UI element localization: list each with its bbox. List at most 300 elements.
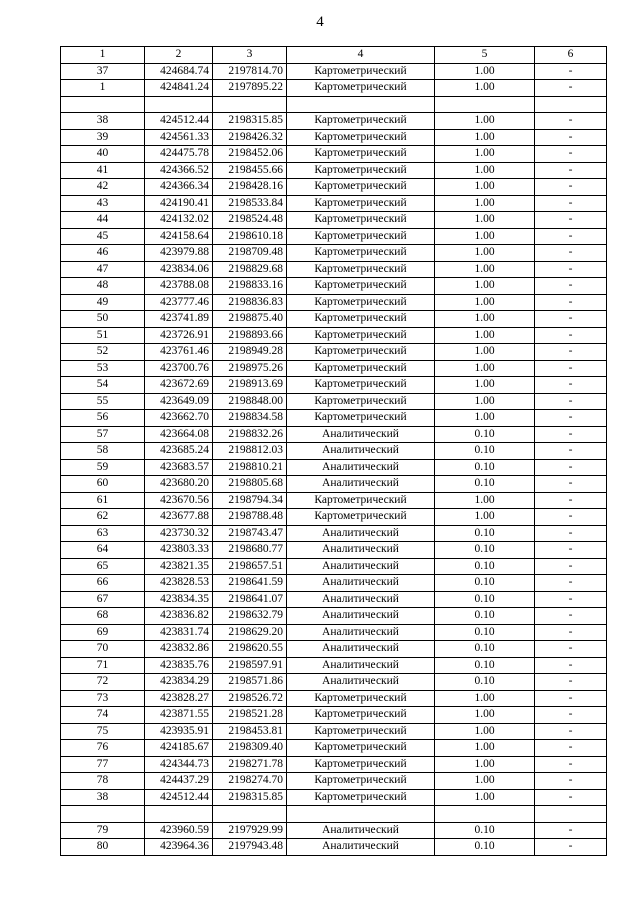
- table-header-row: [61, 47, 607, 64]
- method-cell: Картометрический: [287, 80, 435, 97]
- x-coordinate-cell: 424684.74: [145, 63, 213, 80]
- blank-cell: [145, 96, 213, 113]
- note-cell: -: [535, 657, 607, 674]
- y-coordinate-cell: 2198426.32: [213, 129, 287, 146]
- point-number-cell: 68: [61, 608, 145, 625]
- note-cell: -: [535, 476, 607, 493]
- point-number-cell: 56: [61, 410, 145, 427]
- point-number-cell: 49: [61, 294, 145, 311]
- table-row: [61, 113, 607, 130]
- y-coordinate-cell: 2198315.85: [213, 113, 287, 130]
- blank-cell: [435, 806, 535, 823]
- note-cell: -: [535, 261, 607, 278]
- point-number-cell: 54: [61, 377, 145, 394]
- blank-cell: [535, 96, 607, 113]
- x-coordinate-cell: 423964.36: [145, 839, 213, 856]
- y-coordinate-cell: 2198709.48: [213, 245, 287, 262]
- accuracy-cell: 1.00: [435, 162, 535, 179]
- x-coordinate-cell: 423662.70: [145, 410, 213, 427]
- point-number-cell: 46: [61, 245, 145, 262]
- blank-cell: [435, 96, 535, 113]
- accuracy-cell: 0.10: [435, 575, 535, 592]
- y-coordinate-cell: 2197814.70: [213, 63, 287, 80]
- table-row: [61, 393, 607, 410]
- table-row: [61, 690, 607, 707]
- x-coordinate-cell: 423834.35: [145, 591, 213, 608]
- method-cell: Картометрический: [287, 294, 435, 311]
- y-coordinate-cell: 2198913.69: [213, 377, 287, 394]
- x-coordinate-cell: 423670.56: [145, 492, 213, 509]
- y-coordinate-cell: 2198975.26: [213, 360, 287, 377]
- note-cell: -: [535, 674, 607, 691]
- point-number-cell: 51: [61, 327, 145, 344]
- y-coordinate-cell: 2198455.66: [213, 162, 287, 179]
- accuracy-cell: 1.00: [435, 179, 535, 196]
- table-row: [61, 641, 607, 658]
- method-cell: Картометрический: [287, 723, 435, 740]
- accuracy-cell: 1.00: [435, 410, 535, 427]
- accuracy-cell: 0.10: [435, 558, 535, 575]
- note-cell: -: [535, 228, 607, 245]
- accuracy-cell: 1.00: [435, 278, 535, 295]
- column-header: 6: [535, 47, 607, 64]
- method-cell: Аналитический: [287, 591, 435, 608]
- note-cell: -: [535, 723, 607, 740]
- x-coordinate-cell: 423672.69: [145, 377, 213, 394]
- accuracy-cell: 1.00: [435, 492, 535, 509]
- note-cell: -: [535, 245, 607, 262]
- accuracy-cell: 1.00: [435, 756, 535, 773]
- table-row: [61, 80, 607, 97]
- blank-cell: [61, 806, 145, 823]
- table-row: [61, 162, 607, 179]
- x-coordinate-cell: 424841.24: [145, 80, 213, 97]
- y-coordinate-cell: 2198810.21: [213, 459, 287, 476]
- x-coordinate-cell: 424475.78: [145, 146, 213, 163]
- y-coordinate-cell: 2198597.91: [213, 657, 287, 674]
- accuracy-cell: 1.00: [435, 294, 535, 311]
- y-coordinate-cell: 2198521.28: [213, 707, 287, 724]
- point-number-cell: 74: [61, 707, 145, 724]
- table-row: [61, 558, 607, 575]
- method-cell: Картометрический: [287, 344, 435, 361]
- table-row: [61, 839, 607, 856]
- point-number-cell: 80: [61, 839, 145, 856]
- note-cell: -: [535, 212, 607, 229]
- note-cell: -: [535, 360, 607, 377]
- point-number-cell: 66: [61, 575, 145, 592]
- accuracy-cell: 0.10: [435, 624, 535, 641]
- accuracy-cell: 1.00: [435, 261, 535, 278]
- table-row: [61, 146, 607, 163]
- x-coordinate-cell: 424561.33: [145, 129, 213, 146]
- note-cell: -: [535, 129, 607, 146]
- note-cell: -: [535, 641, 607, 658]
- y-coordinate-cell: 2198428.16: [213, 179, 287, 196]
- method-cell: Аналитический: [287, 542, 435, 559]
- method-cell: Картометрический: [287, 179, 435, 196]
- point-number-cell: 58: [61, 443, 145, 460]
- y-coordinate-cell: 2198680.77: [213, 542, 287, 559]
- column-header: 1: [61, 47, 145, 64]
- table-row: [61, 525, 607, 542]
- method-cell: Аналитический: [287, 443, 435, 460]
- x-coordinate-cell: 424512.44: [145, 113, 213, 130]
- method-cell: Аналитический: [287, 657, 435, 674]
- accuracy-cell: 0.10: [435, 839, 535, 856]
- y-coordinate-cell: 2198632.79: [213, 608, 287, 625]
- method-cell: Картометрический: [287, 740, 435, 757]
- table-row: [61, 410, 607, 427]
- note-cell: -: [535, 63, 607, 80]
- accuracy-cell: 0.10: [435, 525, 535, 542]
- column-header: 4: [287, 47, 435, 64]
- y-coordinate-cell: 2198526.72: [213, 690, 287, 707]
- x-coordinate-cell: 423821.35: [145, 558, 213, 575]
- method-cell: Картометрический: [287, 327, 435, 344]
- column-header: 3: [213, 47, 287, 64]
- point-number-cell: 41: [61, 162, 145, 179]
- point-number-cell: 38: [61, 789, 145, 806]
- blank-cell: [213, 806, 287, 823]
- page-number: 4: [316, 14, 324, 30]
- accuracy-cell: 0.10: [435, 657, 535, 674]
- y-coordinate-cell: 2198875.40: [213, 311, 287, 328]
- y-coordinate-cell: 2198805.68: [213, 476, 287, 493]
- table-row: [61, 674, 607, 691]
- accuracy-cell: 1.00: [435, 393, 535, 410]
- method-cell: Аналитический: [287, 575, 435, 592]
- x-coordinate-cell: 423726.91: [145, 327, 213, 344]
- table-row: [61, 228, 607, 245]
- table-body: [61, 63, 607, 855]
- x-coordinate-cell: 424366.34: [145, 179, 213, 196]
- x-coordinate-cell: 423828.53: [145, 575, 213, 592]
- accuracy-cell: 0.10: [435, 542, 535, 559]
- method-cell: Картометрический: [287, 162, 435, 179]
- table-row: [61, 509, 607, 526]
- y-coordinate-cell: 2198893.66: [213, 327, 287, 344]
- y-coordinate-cell: 2198812.03: [213, 443, 287, 460]
- accuracy-cell: 1.00: [435, 344, 535, 361]
- note-cell: -: [535, 195, 607, 212]
- note-cell: -: [535, 113, 607, 130]
- method-cell: Аналитический: [287, 822, 435, 839]
- accuracy-cell: 0.10: [435, 822, 535, 839]
- column-header: 5: [435, 47, 535, 64]
- accuracy-cell: 1.00: [435, 311, 535, 328]
- blank-cell: [213, 96, 287, 113]
- method-cell: Аналитический: [287, 608, 435, 625]
- accuracy-cell: 1.00: [435, 509, 535, 526]
- x-coordinate-cell: 423788.08: [145, 278, 213, 295]
- table-row: [61, 707, 607, 724]
- x-coordinate-cell: 423683.57: [145, 459, 213, 476]
- table-row: [61, 542, 607, 559]
- x-coordinate-cell: 423834.06: [145, 261, 213, 278]
- x-coordinate-cell: 423960.59: [145, 822, 213, 839]
- note-cell: -: [535, 327, 607, 344]
- x-coordinate-cell: 424185.67: [145, 740, 213, 757]
- x-coordinate-cell: 423649.09: [145, 393, 213, 410]
- table-row: [61, 657, 607, 674]
- y-coordinate-cell: 2198794.34: [213, 492, 287, 509]
- method-cell: Картометрический: [287, 410, 435, 427]
- y-coordinate-cell: 2198833.16: [213, 278, 287, 295]
- y-coordinate-cell: 2198743.47: [213, 525, 287, 542]
- blank-row: [61, 806, 607, 823]
- note-cell: -: [535, 162, 607, 179]
- x-coordinate-cell: 424366.52: [145, 162, 213, 179]
- point-number-cell: 42: [61, 179, 145, 196]
- x-coordinate-cell: 423828.27: [145, 690, 213, 707]
- table-row: [61, 377, 607, 394]
- table-row: [61, 476, 607, 493]
- method-cell: Картометрический: [287, 773, 435, 790]
- note-cell: -: [535, 740, 607, 757]
- table-row: [61, 822, 607, 839]
- accuracy-cell: 0.10: [435, 674, 535, 691]
- method-cell: Картометрический: [287, 63, 435, 80]
- note-cell: -: [535, 80, 607, 97]
- table-row: [61, 624, 607, 641]
- point-number-cell: 59: [61, 459, 145, 476]
- method-cell: Картометрический: [287, 195, 435, 212]
- blank-cell: [145, 806, 213, 823]
- x-coordinate-cell: 423979.88: [145, 245, 213, 262]
- accuracy-cell: 0.10: [435, 641, 535, 658]
- x-coordinate-cell: 423741.89: [145, 311, 213, 328]
- accuracy-cell: 0.10: [435, 476, 535, 493]
- x-coordinate-cell: 423831.74: [145, 624, 213, 641]
- note-cell: -: [535, 311, 607, 328]
- x-coordinate-cell: 423836.82: [145, 608, 213, 625]
- y-coordinate-cell: 2198274.70: [213, 773, 287, 790]
- method-cell: Аналитический: [287, 624, 435, 641]
- y-coordinate-cell: 2198524.48: [213, 212, 287, 229]
- method-cell: Картометрический: [287, 360, 435, 377]
- coordinates-table: [60, 46, 607, 856]
- x-coordinate-cell: 423835.76: [145, 657, 213, 674]
- accuracy-cell: 1.00: [435, 63, 535, 80]
- note-cell: -: [535, 492, 607, 509]
- table-row: [61, 327, 607, 344]
- point-number-cell: 75: [61, 723, 145, 740]
- accuracy-cell: 1.00: [435, 245, 535, 262]
- accuracy-cell: 0.10: [435, 459, 535, 476]
- note-cell: -: [535, 690, 607, 707]
- note-cell: -: [535, 179, 607, 196]
- point-number-cell: 50: [61, 311, 145, 328]
- table-row: [61, 179, 607, 196]
- table-row: [61, 311, 607, 328]
- table-row: [61, 261, 607, 278]
- point-number-cell: 64: [61, 542, 145, 559]
- method-cell: Аналитический: [287, 641, 435, 658]
- table-row: [61, 575, 607, 592]
- x-coordinate-cell: 423730.32: [145, 525, 213, 542]
- table-row: [61, 129, 607, 146]
- y-coordinate-cell: 2197943.48: [213, 839, 287, 856]
- y-coordinate-cell: 2198629.20: [213, 624, 287, 641]
- note-cell: -: [535, 426, 607, 443]
- accuracy-cell: 1.00: [435, 377, 535, 394]
- point-number-cell: 77: [61, 756, 145, 773]
- table-row: [61, 591, 607, 608]
- x-coordinate-cell: 423935.91: [145, 723, 213, 740]
- note-cell: -: [535, 278, 607, 295]
- x-coordinate-cell: 423777.46: [145, 294, 213, 311]
- method-cell: Картометрический: [287, 212, 435, 229]
- method-cell: Картометрический: [287, 756, 435, 773]
- note-cell: -: [535, 822, 607, 839]
- table-row: [61, 360, 607, 377]
- accuracy-cell: 1.00: [435, 146, 535, 163]
- point-number-cell: 65: [61, 558, 145, 575]
- table-row: [61, 63, 607, 80]
- blank-cell: [287, 806, 435, 823]
- point-number-cell: 62: [61, 509, 145, 526]
- point-number-cell: 76: [61, 740, 145, 757]
- blank-cell: [61, 96, 145, 113]
- table-row: [61, 426, 607, 443]
- method-cell: Картометрический: [287, 228, 435, 245]
- accuracy-cell: 1.00: [435, 113, 535, 130]
- note-cell: -: [535, 839, 607, 856]
- y-coordinate-cell: 2198452.06: [213, 146, 287, 163]
- point-number-cell: 40: [61, 146, 145, 163]
- x-coordinate-cell: 424437.29: [145, 773, 213, 790]
- note-cell: -: [535, 459, 607, 476]
- x-coordinate-cell: 423664.08: [145, 426, 213, 443]
- point-number-cell: 72: [61, 674, 145, 691]
- point-number-cell: 52: [61, 344, 145, 361]
- accuracy-cell: 1.00: [435, 707, 535, 724]
- table-row: [61, 459, 607, 476]
- method-cell: Картометрический: [287, 492, 435, 509]
- note-cell: -: [535, 294, 607, 311]
- accuracy-cell: 1.00: [435, 773, 535, 790]
- method-cell: Аналитический: [287, 839, 435, 856]
- accuracy-cell: 1.00: [435, 212, 535, 229]
- note-cell: -: [535, 575, 607, 592]
- method-cell: Аналитический: [287, 426, 435, 443]
- table-row: [61, 723, 607, 740]
- y-coordinate-cell: 2198657.51: [213, 558, 287, 575]
- y-coordinate-cell: 2198610.18: [213, 228, 287, 245]
- accuracy-cell: 1.00: [435, 327, 535, 344]
- point-number-cell: 38: [61, 113, 145, 130]
- point-number-cell: 1: [61, 80, 145, 97]
- point-number-cell: 60: [61, 476, 145, 493]
- method-cell: Картометрический: [287, 311, 435, 328]
- accuracy-cell: 1.00: [435, 228, 535, 245]
- y-coordinate-cell: 2198453.81: [213, 723, 287, 740]
- accuracy-cell: 1.00: [435, 740, 535, 757]
- point-number-cell: 53: [61, 360, 145, 377]
- accuracy-cell: 1.00: [435, 789, 535, 806]
- accuracy-cell: 1.00: [435, 360, 535, 377]
- note-cell: -: [535, 608, 607, 625]
- y-coordinate-cell: 2198271.78: [213, 756, 287, 773]
- y-coordinate-cell: 2198829.68: [213, 261, 287, 278]
- method-cell: Аналитический: [287, 459, 435, 476]
- y-coordinate-cell: 2198788.48: [213, 509, 287, 526]
- note-cell: -: [535, 393, 607, 410]
- table-row: [61, 294, 607, 311]
- y-coordinate-cell: 2198832.26: [213, 426, 287, 443]
- method-cell: Аналитический: [287, 558, 435, 575]
- note-cell: -: [535, 558, 607, 575]
- point-number-cell: 44: [61, 212, 145, 229]
- method-cell: Картометрический: [287, 146, 435, 163]
- method-cell: Аналитический: [287, 674, 435, 691]
- table-row: [61, 212, 607, 229]
- method-cell: Картометрический: [287, 245, 435, 262]
- y-coordinate-cell: 2198949.28: [213, 344, 287, 361]
- point-number-cell: 39: [61, 129, 145, 146]
- table-row: [61, 773, 607, 790]
- note-cell: -: [535, 443, 607, 460]
- table-row: [61, 245, 607, 262]
- method-cell: Аналитический: [287, 525, 435, 542]
- x-coordinate-cell: 423832.86: [145, 641, 213, 658]
- method-cell: Картометрический: [287, 393, 435, 410]
- note-cell: -: [535, 509, 607, 526]
- point-number-cell: 45: [61, 228, 145, 245]
- y-coordinate-cell: 2198836.83: [213, 294, 287, 311]
- note-cell: -: [535, 525, 607, 542]
- x-coordinate-cell: 423761.46: [145, 344, 213, 361]
- x-coordinate-cell: 424512.44: [145, 789, 213, 806]
- column-header: 2: [145, 47, 213, 64]
- method-cell: Картометрический: [287, 377, 435, 394]
- y-coordinate-cell: 2198620.55: [213, 641, 287, 658]
- x-coordinate-cell: 424132.02: [145, 212, 213, 229]
- blank-row: [61, 96, 607, 113]
- x-coordinate-cell: 423685.24: [145, 443, 213, 460]
- method-cell: Аналитический: [287, 476, 435, 493]
- y-coordinate-cell: 2198309.40: [213, 740, 287, 757]
- table-row: [61, 789, 607, 806]
- accuracy-cell: 0.10: [435, 426, 535, 443]
- table-row: [61, 443, 607, 460]
- note-cell: -: [535, 344, 607, 361]
- point-number-cell: 78: [61, 773, 145, 790]
- point-number-cell: 70: [61, 641, 145, 658]
- y-coordinate-cell: 2198848.00: [213, 393, 287, 410]
- accuracy-cell: 1.00: [435, 195, 535, 212]
- y-coordinate-cell: 2198533.84: [213, 195, 287, 212]
- method-cell: Картометрический: [287, 113, 435, 130]
- accuracy-cell: 1.00: [435, 129, 535, 146]
- method-cell: Картометрический: [287, 690, 435, 707]
- accuracy-cell: 0.10: [435, 443, 535, 460]
- table-row: [61, 740, 607, 757]
- point-number-cell: 47: [61, 261, 145, 278]
- y-coordinate-cell: 2198571.86: [213, 674, 287, 691]
- blank-cell: [535, 806, 607, 823]
- accuracy-cell: 0.10: [435, 608, 535, 625]
- point-number-cell: 71: [61, 657, 145, 674]
- point-number-cell: 69: [61, 624, 145, 641]
- y-coordinate-cell: 2198641.59: [213, 575, 287, 592]
- point-number-cell: 67: [61, 591, 145, 608]
- point-number-cell: 79: [61, 822, 145, 839]
- accuracy-cell: 0.10: [435, 591, 535, 608]
- point-number-cell: 57: [61, 426, 145, 443]
- x-coordinate-cell: 423680.20: [145, 476, 213, 493]
